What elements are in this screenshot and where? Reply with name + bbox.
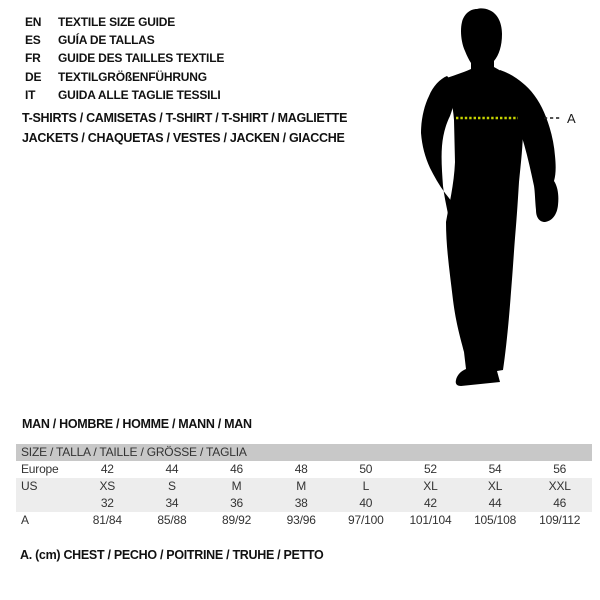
cell: 36 [230,496,244,510]
table-row-us [16,478,592,495]
cell: 93/96 [286,513,316,527]
table-row-uk [16,495,592,512]
lang-code: DE [25,69,42,84]
cell: M [296,479,307,493]
cell: 40 [359,496,373,510]
lang-row-es [25,31,224,49]
cell: 56 [553,462,567,476]
table-row-europe [16,461,592,478]
lang-label: GUÍA DE TALLAS [58,33,155,48]
lang-code: ES [25,33,41,48]
language-list [25,13,224,104]
cell: 54 [488,462,502,476]
cell: 52 [423,462,437,476]
cell: 44 [165,462,179,476]
cell: XL [487,479,503,493]
cell: M [231,479,242,493]
category-tshirts-line: T-SHIRTS / CAMISETAS / T-SHIRT / T-SHIRT / MAGLIETTE [22,111,348,125]
row-label: US [21,479,38,493]
row-label: Europe [21,462,59,476]
cell: 97/100 [348,513,384,527]
cell: XL [423,479,438,493]
lang-label: GUIDE DES TAILLES TEXTILE [58,51,225,66]
cell: 85/88 [157,513,187,527]
lang-code: FR [25,51,41,66]
cell: 46 [230,462,244,476]
measurement-footnote: A. (cm) CHEST / PECHO / POITRINE / TRUHE / PETTO [20,548,324,562]
row-label: A [21,513,29,527]
cell: 42 [423,496,437,510]
size-table-header: SIZE / TALLA / TAILLE / GRÖSSE / TAGLIA [16,444,592,461]
man-section-label: MAN / HOMBRE / HOMME / MANN / MAN [22,417,252,431]
cell: S [168,479,176,493]
cell: 44 [488,496,502,510]
measure-label-a: A [567,111,576,126]
cell: 32 [100,496,114,510]
category-block [22,109,347,148]
row-label [16,495,75,512]
lang-row-fr [25,49,224,67]
cell: L [362,479,370,493]
cell: 81/84 [92,513,122,527]
cell: 89/92 [222,513,252,527]
table-row-chest [16,512,592,529]
size-table [16,444,592,529]
cell: 48 [294,462,308,476]
cell: 105/108 [474,513,517,527]
silhouette-body [444,8,523,386]
lang-label: TEXTILGRÖßENFÜHRUNG [58,69,207,84]
lang-row-de [25,68,224,86]
lang-label: TEXTILE SIZE GUIDE [58,15,176,30]
cell: 38 [294,496,308,510]
lang-row-it [25,86,224,104]
lang-label: GUIDA ALLE TAGLIE TESSILI [58,87,221,102]
cell: 34 [165,496,179,510]
man-silhouette [421,8,558,386]
cell: XS [99,479,116,493]
cell: 101/104 [409,513,452,527]
lang-row-en [25,13,224,31]
cell: XXL [548,479,571,493]
cell: 50 [359,462,373,476]
cell: 109/112 [539,513,581,527]
cell: 46 [553,496,567,510]
category-jackets-line: JACKETS / CHAQUETAS / VESTES / JACKEN / GIACCHE [22,130,345,145]
cell: 42 [100,462,114,476]
lang-code: EN [25,15,42,30]
man-silhouette-figure [395,0,600,400]
lang-code: IT [25,87,36,102]
